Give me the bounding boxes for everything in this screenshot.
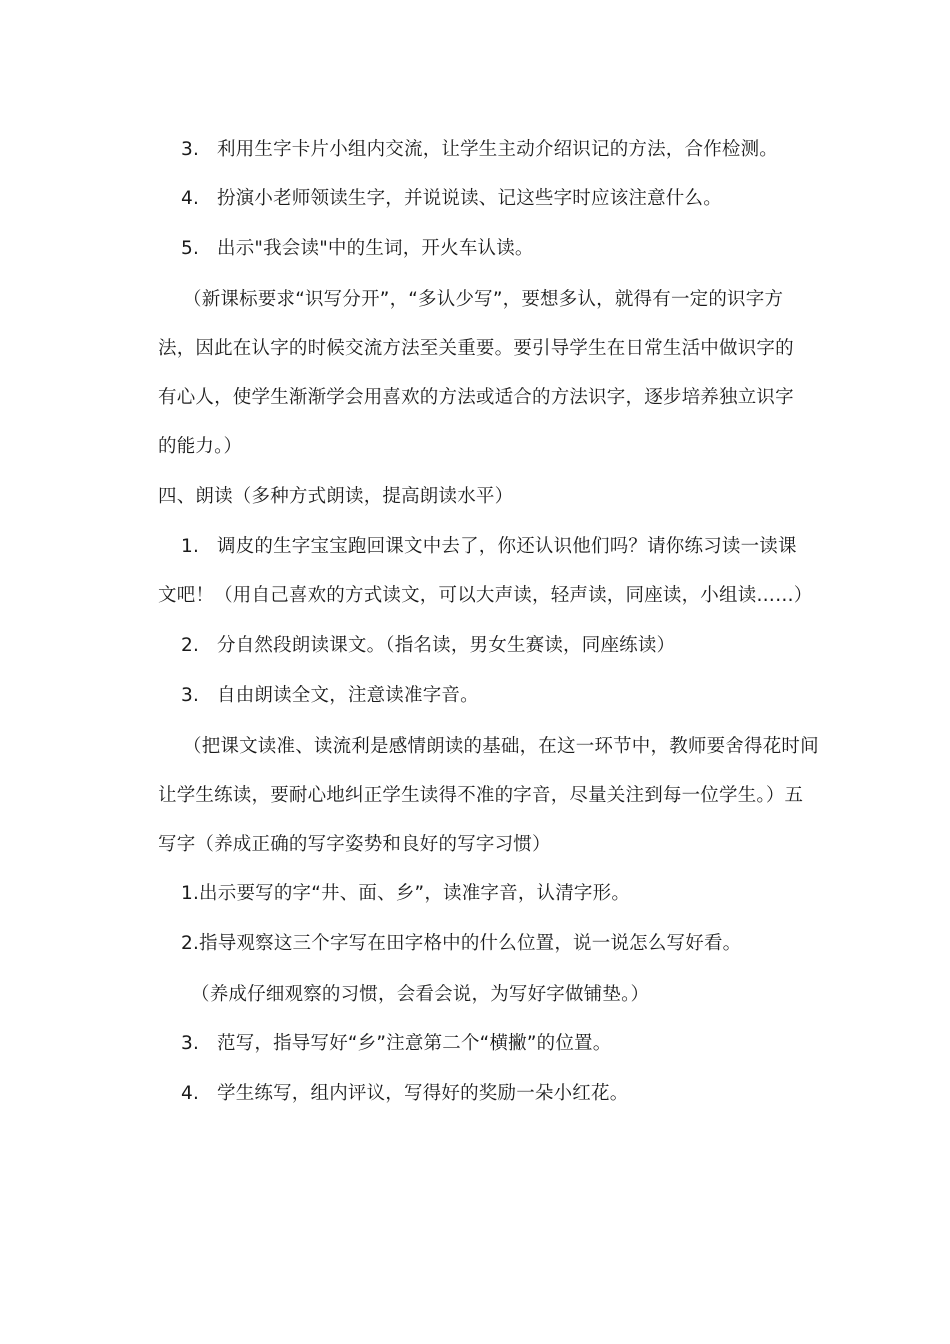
item-text: 学生练写，组内评议，写得好的奖励一朵小红花。: [217, 1083, 629, 1104]
item-number: 3.: [181, 1033, 200, 1054]
note-observation: （养成仔细观察的习惯，会看会说，为写好字做铺垫。）: [191, 984, 650, 1005]
note-paragraph-line: 法，因此在认字的时候交流方法至关重要。要引导学生在日常生活中做识字的: [158, 338, 794, 359]
list-item-show-characters: 1.出示要写的字“井、面、乡”，读准字音，认清字形。: [181, 883, 631, 904]
item-number: 3.: [181, 139, 200, 160]
list-item-continuation: 文吧！（用自己喜欢的方式读文，可以大声读，轻声读，同座读，小组读……）: [158, 585, 813, 606]
list-item-demonstrate: [181, 1032, 841, 1056]
item-text: 调皮的生字宝宝跑回课文中去了，你还认识他们吗？请你练习读一读课: [217, 536, 797, 557]
item-text: 利用生字卡片小组内交流，让学生主动介绍识记的方法，合作检测。: [217, 139, 779, 160]
list-item-recognize-cards: [181, 138, 841, 162]
list-item-paragraph-reading: [181, 634, 841, 658]
note-paragraph-line: （把课文读准、读流利是感情朗读的基础，在这一环节中，教师要舍得花时间: [183, 736, 819, 757]
item-number: 4.: [181, 188, 200, 209]
item-text: 自由朗读全文，注意读准字音。: [217, 685, 479, 706]
list-item-practice: [181, 1082, 841, 1106]
list-item-observe-grid: 2.指导观察这三个字写在田字格中的什么位置，说一说怎么写好看。: [181, 933, 742, 954]
list-item-read-text: [181, 535, 841, 559]
item-number: 4.: [181, 1083, 200, 1104]
item-text: 分自然段朗读课文。（指名读，男女生赛读，同座练读）: [217, 635, 676, 656]
item-number: 5.: [181, 238, 200, 259]
section-heading-writing: 写字（养成正确的写字姿势和良好的写字习惯）: [158, 834, 551, 855]
item-number: 2.: [181, 635, 200, 656]
item-text: 出示"我会读"中的生词，开火车认读。: [217, 238, 534, 259]
item-text: 范写，指导写好“乡”注意第二个“横撇”的位置。: [217, 1033, 612, 1054]
item-text: 扮演小老师领读生字，并说说读、记这些字时应该注意什么。: [217, 188, 722, 209]
section-heading-reading: 四、朗读（多种方式朗读，提高朗读水平）: [158, 486, 514, 507]
item-number: 3.: [181, 685, 200, 706]
list-item-little-teacher: [181, 187, 841, 211]
note-paragraph-line: 有心人，使学生渐渐学会用喜欢的方法或适合的方法识字，逐步培养独立识字: [158, 387, 794, 408]
note-paragraph-line: （新课标要求“识写分开”，“多认少写”，要想多认，就得有一定的识字方: [183, 289, 784, 310]
list-item-show-words: [181, 237, 841, 261]
item-number: 1.: [181, 536, 200, 557]
list-item-free-reading: [181, 684, 841, 708]
note-paragraph-line: 让学生练读，要耐心地纠正学生读得不准的字音，尽量关注到每一位学生。）五: [158, 785, 804, 806]
note-paragraph-line: 的能力。）: [158, 436, 243, 457]
